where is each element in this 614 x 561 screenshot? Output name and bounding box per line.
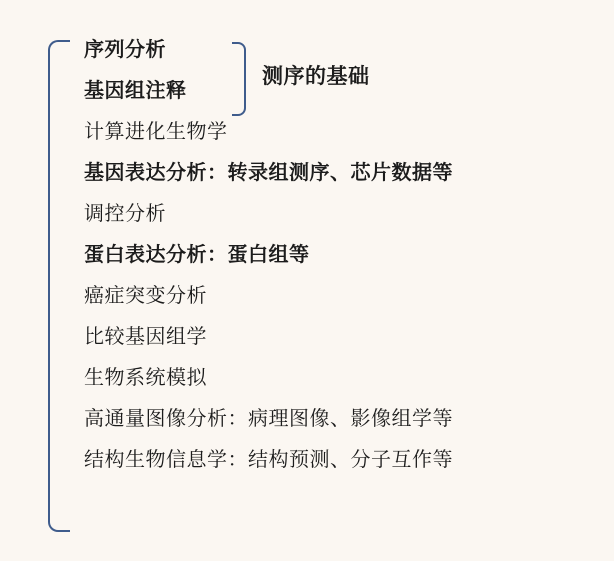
item-list — [84, 40, 604, 470]
list-item: 调控分析 — [84, 203, 166, 225]
list-item: 计算进化生物学 — [84, 121, 228, 143]
list-item: 结构生物信息学：结构预测、分子互作等 — [84, 449, 453, 471]
list-item: 蛋白表达分析：蛋白组等 — [84, 244, 310, 266]
list-item: 基因组注释 — [84, 80, 187, 102]
list-item: 癌症突变分析 — [84, 285, 207, 307]
list-item: 比较基因组学 — [84, 326, 207, 348]
list-item: 基因表达分析：转录组测序、芯片数据等 — [84, 162, 453, 184]
list-item: 高通量图像分析：病理图像、影像组学等 — [84, 408, 453, 430]
group-label: 测序的基础 — [262, 65, 370, 88]
outer-brace-icon — [48, 40, 70, 532]
list-item: 序列分析 — [84, 39, 166, 61]
list-item: 生物系统模拟 — [84, 367, 207, 389]
